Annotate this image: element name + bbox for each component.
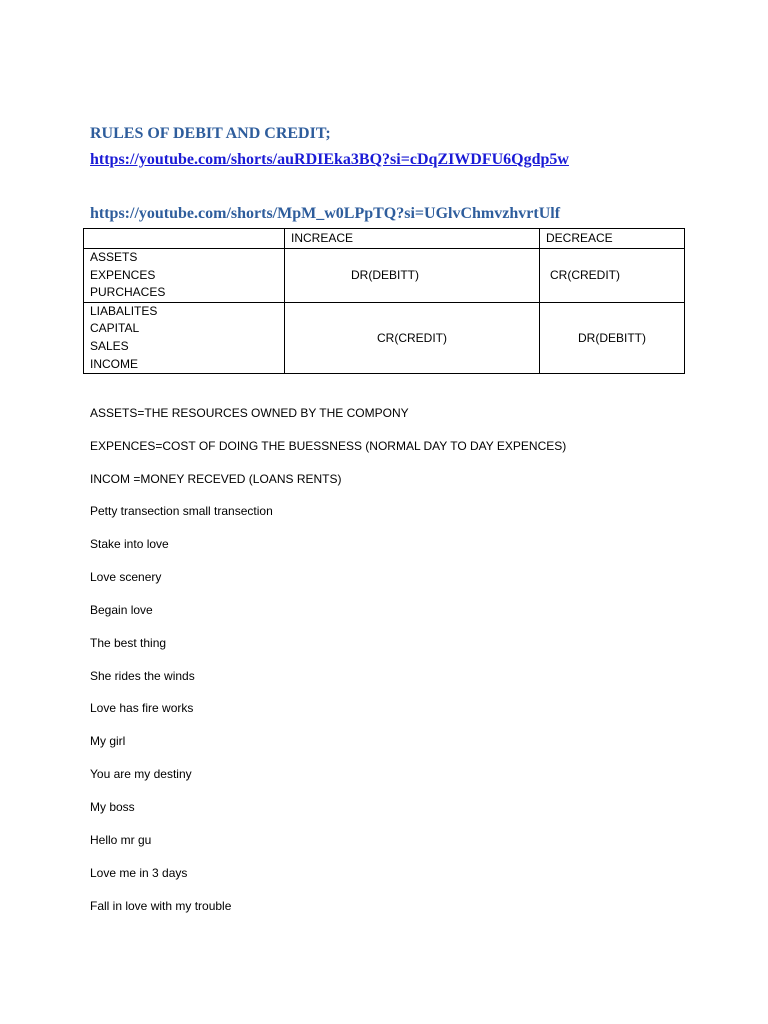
- text-line: Hello mr gu: [90, 833, 152, 847]
- text-line: Love me in 3 days: [90, 866, 188, 880]
- header-cell-decrease: DECREACE: [540, 229, 685, 249]
- account-label: ASSETS: [90, 250, 138, 264]
- account-label: PURCHACES: [90, 285, 166, 300]
- increase-cell: CR(CREDIT): [285, 302, 540, 373]
- text-line: Stake into love: [90, 537, 169, 551]
- text-line: You are my destiny: [90, 767, 192, 781]
- header-cell-increase: INCREACE: [285, 229, 540, 249]
- definition-assets: ASSETS=THE RESOURCES OWNED BY THE COMPONY: [90, 406, 409, 420]
- header-cell-empty: [84, 229, 285, 249]
- text-line: She rides the winds: [90, 669, 195, 683]
- table-header-row: [84, 229, 685, 249]
- increase-cell: DR(DEBITT): [285, 249, 540, 303]
- account-label: SALES: [90, 338, 129, 353]
- decrease-cell: DR(DEBITT): [540, 302, 685, 373]
- document-title: RULES OF DEBIT AND CREDIT;: [90, 125, 331, 142]
- decrease-cell: CR(CREDIT): [540, 249, 685, 303]
- text-line: My girl: [90, 734, 126, 748]
- debit-credit-table: [83, 228, 685, 374]
- account-label: INCOME: [90, 356, 138, 371]
- text-line: The best thing: [90, 636, 167, 650]
- text-line: Begain love: [90, 603, 153, 617]
- account-list-cell: [84, 249, 285, 303]
- text-line: Love scenery: [90, 570, 162, 584]
- table-row: [84, 302, 685, 373]
- account-label: EXPENCES: [90, 267, 156, 282]
- text-line: Love has fire works: [90, 701, 194, 715]
- text-line: My boss: [90, 800, 135, 814]
- definition-income: INCOM =MONEY RECEVED (LOANS RENTS): [90, 472, 342, 486]
- youtube-link-1[interactable]: https://youtube.com/shorts/auRDIEka3BQ?si=cDqZIWDFU6Qgdp5w: [90, 151, 569, 168]
- definition-expences: EXPENCES=COST OF DOING THE BUESSNESS (NORMAL DAY TO DAY EXPENCES): [90, 439, 567, 453]
- account-label: LIABALITES: [90, 303, 158, 318]
- youtube-link-2[interactable]: https://youtube.com/shorts/MpM_w0LPpTQ?si=UGlvChmvzhvrtUlf: [90, 205, 561, 222]
- account-list-cell: [84, 302, 285, 373]
- account-label: CAPITAL: [90, 321, 140, 336]
- table-row: [84, 249, 685, 303]
- text-line: Fall in love with my trouble: [90, 899, 232, 913]
- text-line: Petty transection small transection: [90, 504, 273, 518]
